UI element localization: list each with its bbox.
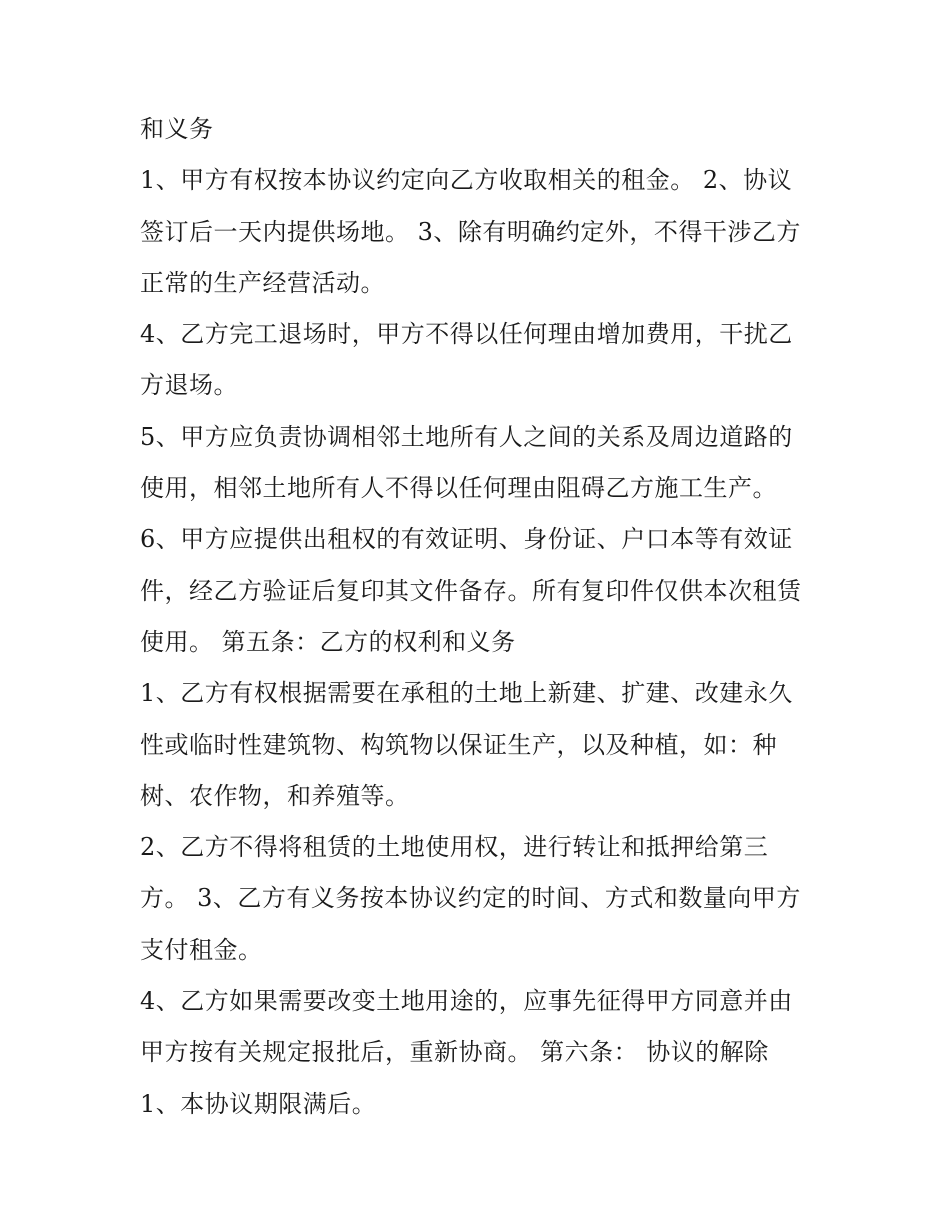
text-line: 件，经乙方验证后复印其文件备存。所有复印件仅供本次租赁	[140, 576, 802, 605]
document-body	[140, 104, 820, 1130]
text-line: 方。 3、乙方有义务按本协议约定的时间、方式和数量向甲方	[140, 884, 801, 913]
text-line: 4、乙方如果需要改变土地用途的，应事先征得甲方同意并由	[140, 987, 793, 1016]
text-line: 4、乙方完工退场时，甲方不得以任何理由增加费用，干扰乙	[140, 320, 793, 349]
text-line: 性或临时性建筑物、构筑物以保证生产，以及种植，如：种	[140, 730, 777, 759]
text-line: 树、农作物，和养殖等。	[140, 781, 410, 810]
text-line: 使用，相邻土地所有人不得以任何理由阻碍乙方施工生产。	[140, 474, 777, 503]
text-line: 2、乙方不得将租赁的土地使用权，进行转让和抵押给第三	[140, 833, 769, 862]
text-line: 1、乙方有权根据需要在承租的土地上新建、扩建、改建永久	[140, 679, 793, 708]
text-line: 甲方按有关规定报批后，重新协商。 第六条： 协议的解除	[140, 1038, 769, 1067]
text-line: 支付租金。	[140, 935, 263, 964]
text-line: 正常的生产经营活动。	[140, 268, 385, 297]
text-line: 1、甲方有权按本协议约定向乙方收取相关的租金。 2、协议	[140, 166, 793, 195]
text-line: 5、甲方应负责协调相邻土地所有人之间的关系及周边道路的	[140, 422, 793, 451]
text-line: 签订后一天内提供场地。 3、除有明确约定外，不得干涉乙方	[140, 217, 801, 246]
text-line: 6、甲方应提供出租权的有效证明、身份证、户口本等有效证	[140, 525, 793, 554]
text-line: 方退场。	[140, 371, 238, 400]
text-line: 1、本协议期限满后。	[140, 1089, 377, 1118]
text-line: 和义务	[140, 115, 214, 143]
text-line: 使用。 第五条：乙方的权利和义务	[140, 627, 516, 656]
